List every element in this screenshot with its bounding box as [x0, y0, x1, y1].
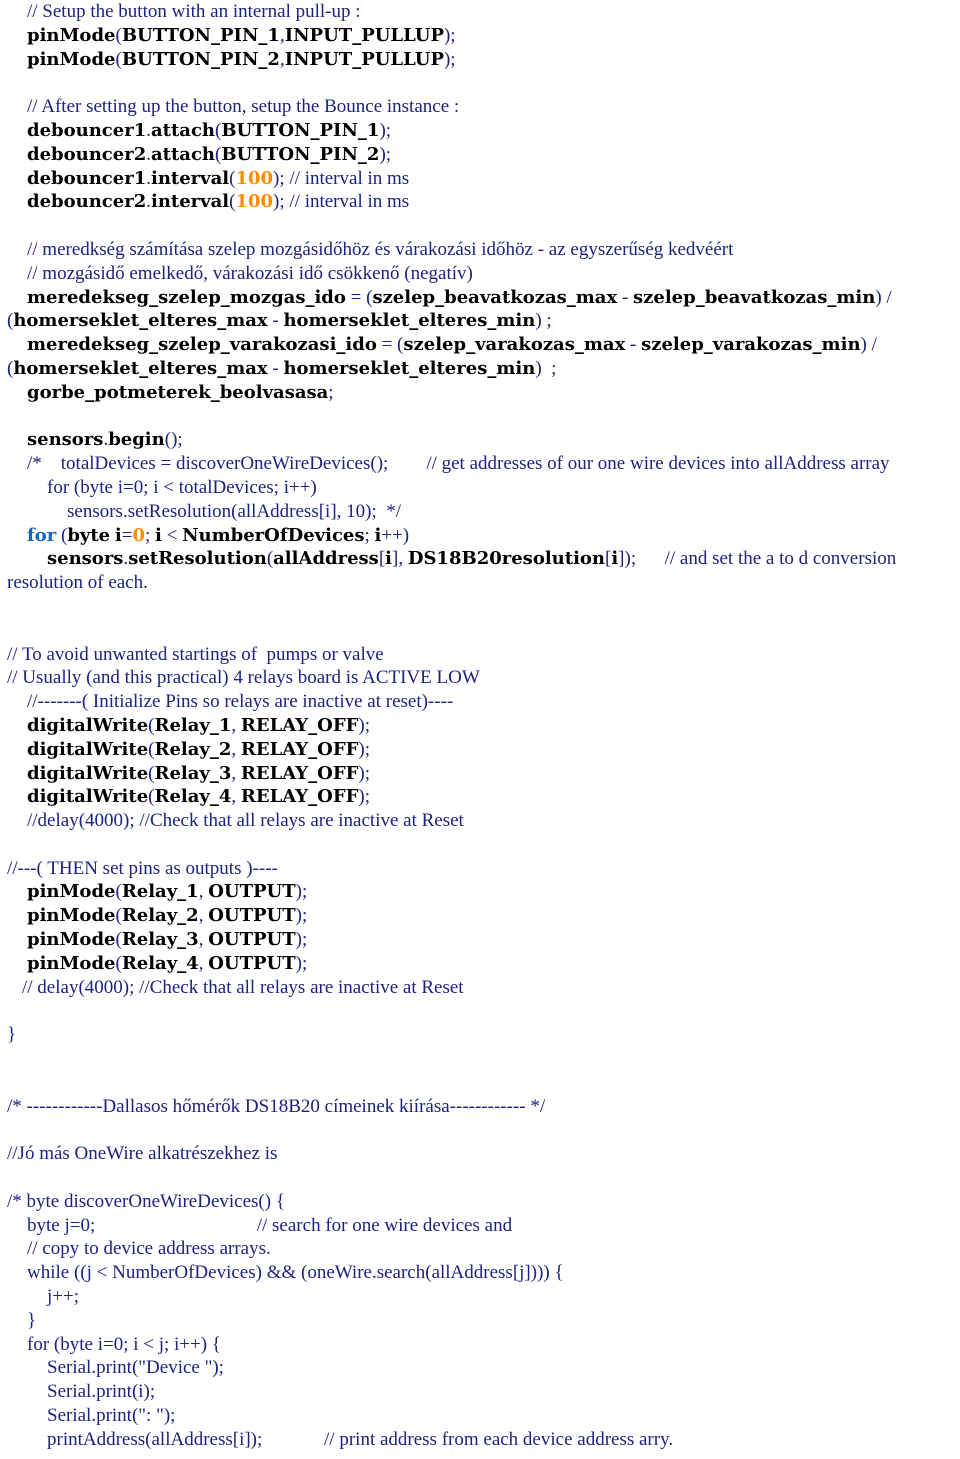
code-identifier: DS18B20resolution: [407, 548, 605, 570]
code-text: // copy to device address arrays.: [27, 1238, 271, 1260]
code-identifier: i: [611, 548, 619, 570]
code-line: [7, 595, 957, 619]
code-identifier: OUTPUT: [208, 929, 296, 951]
code-keyword: for: [27, 524, 57, 546]
code-text: //Jó más OneWire alkatrészekhez is: [7, 1143, 278, 1165]
code-line: [7, 976, 957, 1000]
code-text: resolution of each.: [7, 572, 148, 594]
code-text: }: [7, 1024, 17, 1046]
code-line: [7, 381, 957, 405]
code-identifier: homerseklet_elteres_max: [13, 310, 268, 332]
code-identifier: i: [374, 524, 382, 546]
code-text: [: [378, 548, 386, 570]
code-identifier: pinMode: [27, 24, 116, 46]
code-text: -: [267, 310, 284, 332]
code-text: <: [161, 524, 183, 546]
code-identifier: pinMode: [27, 952, 116, 974]
code-identifier: RELAY_OFF: [240, 738, 359, 760]
code-text: );: [358, 714, 371, 736]
code-identifier: BUTTON_PIN_2: [121, 48, 280, 70]
code-identifier: INPUT_PULLUP: [284, 24, 444, 46]
code-text: // mozgásidő emelkedő, várakozási idő csökkenő (negatív): [27, 262, 473, 284]
code-line: [7, 1095, 957, 1119]
code-text: );: [379, 119, 392, 141]
code-text: );: [443, 48, 456, 70]
code-text: (: [215, 143, 222, 165]
code-text: ],: [392, 548, 408, 570]
code-line: [7, 1118, 957, 1142]
code-identifier: homerseklet_elteres_min: [283, 310, 536, 332]
code-line: [7, 357, 957, 381]
code-line: [7, 904, 957, 928]
code-line: [7, 1309, 957, 1333]
code-identifier: byte: [67, 524, 111, 546]
code-identifier: attach: [150, 143, 215, 165]
code-text: (: [7, 357, 14, 379]
code-line: [7, 452, 957, 476]
code-text: (: [115, 952, 122, 974]
code-text: (: [115, 929, 122, 951]
code-identifier: debouncer1: [27, 167, 147, 189]
code-text: ,: [198, 929, 209, 951]
code-line: [7, 1166, 957, 1190]
code-identifier: sensors: [27, 429, 104, 451]
code-text: ) ;: [535, 357, 557, 379]
code-line: [7, 952, 957, 976]
code-identifier: sensors: [47, 548, 124, 570]
code-text: ]); // and set the a to d conversion: [618, 548, 897, 570]
code-text: (: [56, 524, 68, 546]
code-identifier: pinMode: [27, 905, 116, 927]
code-text: (: [229, 191, 236, 213]
code-text: // To avoid unwanted startings of pumps or valve: [7, 643, 384, 665]
code-text: -: [617, 286, 634, 308]
code-text: (: [115, 48, 122, 70]
code-text: // Usually (and this practical) 4 relays board is ACTIVE LOW: [7, 667, 480, 689]
code-text: );: [379, 143, 392, 165]
code-text: // After setting up the button, setup the Bounce instance :: [27, 96, 460, 118]
code-text: );: [295, 905, 308, 927]
code-identifier: i: [155, 524, 162, 546]
code-line: [7, 1428, 957, 1452]
code-identifier: RELAY_OFF: [240, 762, 359, 784]
code-text: .: [146, 191, 151, 213]
code-text: ,: [198, 881, 209, 903]
code-line: [7, 214, 957, 238]
code-line: [7, 1190, 957, 1214]
code-line: [7, 238, 957, 262]
code-line: [7, 1404, 957, 1428]
code-line: [7, 333, 957, 357]
code-line: [7, 167, 957, 191]
code-identifier: digitalWrite: [27, 714, 149, 736]
code-line: [7, 1047, 957, 1071]
code-text: .: [146, 167, 151, 189]
code-line: [7, 714, 957, 738]
code-number: 100: [235, 191, 274, 213]
code-line: [7, 1071, 957, 1095]
code-text: /* totalDevices = discoverOneWireDevices(); // get addresses of our one wire devices into allAddress array: [27, 453, 890, 475]
code-line: [7, 0, 957, 24]
code-text: );: [295, 952, 308, 974]
code-text: while ((j < NumberOfDevices) && (oneWire.search(allAddress[j]))) {: [27, 1262, 564, 1284]
code-text: (: [229, 167, 236, 189]
code-identifier: Relay_2: [121, 905, 199, 927]
code-identifier: interval: [150, 167, 230, 189]
code-identifier: debouncer2: [27, 191, 147, 213]
code-text: // meredkség számítása szelep mozgásidőhöz és várakozási időhöz - az egyszerűség kedvéért: [27, 238, 734, 260]
code-line: [7, 1356, 957, 1380]
code-text: ,: [231, 762, 241, 784]
code-identifier: pinMode: [27, 48, 116, 70]
code-line: [7, 999, 957, 1023]
code-line: [7, 95, 957, 119]
code-text: .: [146, 119, 151, 141]
code-text: ;: [364, 524, 375, 546]
code-identifier: interval: [150, 191, 230, 213]
code-identifier: i: [114, 524, 122, 546]
code-identifier: OUTPUT: [208, 952, 296, 974]
code-line: [7, 1285, 957, 1309]
code-text: (: [148, 738, 155, 760]
code-text: );: [295, 881, 308, 903]
code-text: (: [115, 24, 122, 46]
code-text: ,: [231, 714, 241, 736]
code-identifier: OUTPUT: [208, 905, 296, 927]
code-line: [7, 524, 957, 548]
code-text: =: [121, 524, 133, 546]
code-text: );: [358, 786, 371, 808]
code-line: [7, 476, 957, 500]
code-text: = (: [376, 334, 404, 356]
code-text: ) /: [875, 286, 892, 308]
code-identifier: digitalWrite: [27, 738, 149, 760]
code-line: [7, 405, 957, 429]
code-line: [7, 738, 957, 762]
code-line: [7, 1142, 957, 1166]
code-identifier: pinMode: [27, 929, 116, 951]
code-identifier: Relay_4: [121, 952, 199, 974]
code-text: ,: [279, 24, 285, 46]
code-identifier: digitalWrite: [27, 786, 149, 808]
code-line: [7, 190, 957, 214]
code-identifier: szelep_varakozas_max: [403, 334, 626, 356]
code-identifier: begin: [108, 429, 165, 451]
code-text: printAddress(allAddress[i]); // print address from each device address arry.: [47, 1428, 674, 1450]
code-number: 0: [132, 524, 145, 546]
code-identifier: szelep_varakozas_min: [641, 334, 861, 356]
code-line: [7, 309, 957, 333]
code-text: byte j=0; // search for one wire devices and: [27, 1214, 513, 1236]
code-line: [7, 619, 957, 643]
code-text: ;: [328, 381, 334, 403]
code-text: -: [625, 334, 642, 356]
code-text: (: [148, 762, 155, 784]
code-text: ) /: [860, 334, 877, 356]
code-identifier: homerseklet_elteres_max: [13, 357, 268, 379]
code-text: (: [115, 905, 122, 927]
code-text: ();: [164, 429, 183, 451]
code-identifier: pinMode: [27, 881, 116, 903]
code-text: //-------( Initialize Pins so relays are inactive at reset)----: [27, 691, 454, 713]
code-line: [7, 1237, 957, 1261]
code-identifier: digitalWrite: [27, 762, 149, 784]
code-text: sensors.setResolution(allAddress[i], 10); */: [67, 500, 402, 522]
code-text: (: [7, 310, 14, 332]
code-identifier: BUTTON_PIN_1: [121, 24, 280, 46]
code-line: [7, 762, 957, 786]
code-text: // delay(4000); //Check that all relays are inactive at Reset: [22, 976, 464, 998]
code-line: [7, 785, 957, 809]
code-text: // Setup the button with an internal pull-up :: [27, 1, 361, 22]
code-line: [7, 24, 957, 48]
code-text: ,: [231, 738, 241, 760]
code-text: (: [115, 881, 122, 903]
code-text: for (byte i=0; i < totalDevices; i++): [47, 476, 317, 498]
code-identifier: szelep_beavatkozas_max: [372, 286, 618, 308]
code-text: Serial.print(": ");: [47, 1405, 176, 1427]
code-identifier: debouncer1: [27, 119, 147, 141]
code-line: [7, 833, 957, 857]
code-text: }: [27, 1309, 37, 1331]
code-text: );: [358, 762, 371, 784]
code-identifier: NumberOfDevices: [182, 524, 365, 546]
code-number: 100: [235, 167, 274, 189]
code-text: [: [605, 548, 612, 570]
code-identifier: Relay_1: [154, 714, 232, 736]
code-identifier: BUTTON_PIN_2: [221, 143, 380, 165]
code-identifier: Relay_3: [154, 762, 232, 784]
code-identifier: meredekseg_szelep_varakozasi_ido: [27, 334, 377, 356]
code-text: (: [215, 119, 222, 141]
code-text: );: [443, 24, 456, 46]
code-identifier: i: [385, 548, 392, 570]
code-identifier: attach: [150, 119, 215, 141]
code-text: Serial.print("Device ");: [47, 1357, 224, 1379]
code-line: [7, 1333, 957, 1357]
code-line: [7, 143, 957, 167]
code-text: Serial.print(i);: [47, 1381, 156, 1403]
code-line: [7, 428, 957, 452]
code-text: .: [123, 548, 129, 570]
code-line: [7, 643, 957, 667]
code-text: .: [146, 143, 151, 165]
code-text: //---( THEN set pins as outputs )----: [7, 857, 278, 879]
code-line: [7, 571, 957, 595]
code-line: [7, 666, 957, 690]
code-text: j++;: [47, 1286, 79, 1308]
code-identifier: RELAY_OFF: [240, 714, 359, 736]
code-line: [7, 928, 957, 952]
code-line: [7, 809, 957, 833]
code-line: [7, 880, 957, 904]
code-document: [7, 0, 957, 1452]
code-text: for (byte i=0; i < j; i++) {: [27, 1333, 221, 1355]
code-text: -: [267, 357, 284, 379]
code-text: ); // interval in ms: [273, 167, 410, 189]
code-text: = (: [345, 286, 373, 308]
code-identifier: gorbe_potmeterek_beolvasasa: [27, 381, 329, 403]
code-text: ,: [231, 786, 241, 808]
code-identifier: szelep_beavatkozas_min: [633, 286, 876, 308]
code-identifier: OUTPUT: [208, 881, 296, 903]
code-text: (: [266, 548, 274, 570]
code-line: [7, 857, 957, 881]
code-line: [7, 286, 957, 310]
code-identifier: INPUT_PULLUP: [284, 48, 444, 70]
code-identifier: setResolution: [128, 548, 267, 570]
code-identifier: meredekseg_szelep_mozgas_ido: [27, 286, 346, 308]
code-line: [7, 71, 957, 95]
code-text: ,: [279, 48, 285, 70]
code-identifier: debouncer2: [27, 143, 147, 165]
code-text: /* ------------Dallasos hőmérők DS18B20 címeinek kiírása------------ */: [7, 1095, 546, 1117]
code-identifier: BUTTON_PIN_1: [221, 119, 380, 141]
code-identifier: Relay_3: [121, 929, 199, 951]
code-text: ;: [144, 524, 155, 546]
code-line: [7, 1214, 957, 1238]
code-identifier: allAddress: [273, 548, 379, 570]
code-text: /* byte discoverOneWireDevices() {: [7, 1190, 285, 1212]
code-text: (: [148, 786, 155, 808]
code-text: ) ;: [535, 310, 552, 332]
code-line: [7, 262, 957, 286]
code-text: .: [103, 429, 109, 451]
code-identifier: homerseklet_elteres_min: [283, 357, 536, 379]
code-text: ,: [198, 952, 209, 974]
code-text: );: [295, 929, 308, 951]
code-line: [7, 547, 957, 571]
code-line: [7, 1261, 957, 1285]
code-line: [7, 690, 957, 714]
code-text: ++): [381, 524, 410, 546]
code-text: (: [148, 714, 155, 736]
code-line: [7, 48, 957, 72]
code-line: [7, 1380, 957, 1404]
code-text: );: [358, 738, 371, 760]
code-line: [7, 1023, 957, 1047]
code-text: ,: [198, 905, 209, 927]
code-identifier: Relay_2: [154, 738, 232, 760]
code-identifier: Relay_1: [121, 881, 199, 903]
code-line: [7, 119, 957, 143]
code-identifier: RELAY_OFF: [240, 786, 359, 808]
code-identifier: Relay_4: [154, 786, 232, 808]
code-text: //delay(4000); //Check that all relays are inactive at Reset: [27, 810, 464, 832]
code-line: [7, 500, 957, 524]
code-text: ); // interval in ms: [273, 191, 410, 213]
